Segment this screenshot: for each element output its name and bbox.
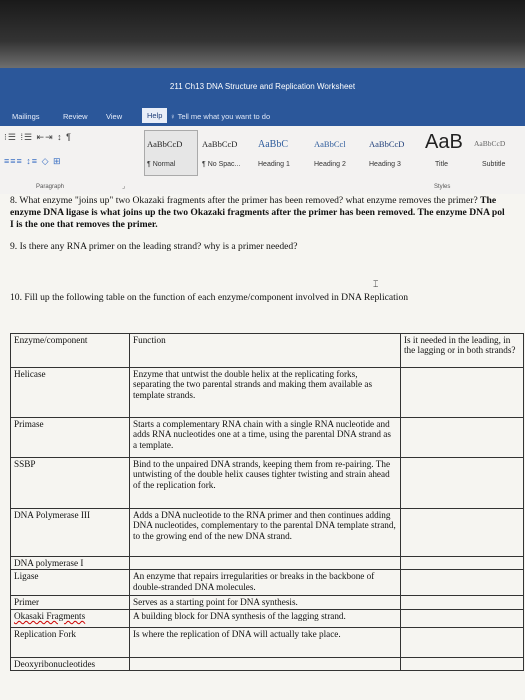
question-8-text: 8. What enzyme "joins up" two Okazaki fragments after the primer has been removed? what enzyme removes the primer? — [10, 195, 478, 206]
strand-cell[interactable] — [401, 509, 524, 557]
menu-mailings[interactable]: Mailings — [12, 112, 40, 121]
align-icon[interactable]: ≡≡≡ — [4, 156, 23, 166]
column-header: Function — [130, 334, 401, 368]
paragraph-group-label: Paragraph — [36, 184, 65, 190]
style-sample: AaBbCcD — [474, 139, 506, 148]
question-8 — [10, 195, 510, 231]
table-row — [11, 368, 524, 418]
style-title[interactable] — [422, 130, 470, 176]
function-cell[interactable]: An enzyme that repairs irregularities or breaks in the backbone of double-stranded DNA molecules. — [130, 570, 401, 596]
style-name: Subtitle — [482, 161, 506, 168]
enzyme-name-cell[interactable]: DNA Polymerase III — [11, 509, 130, 557]
style-heading-2[interactable] — [311, 130, 367, 176]
shading-icon[interactable]: ◇ — [41, 156, 50, 166]
function-cell[interactable] — [130, 657, 401, 670]
dialog-launcher-icon[interactable]: ⌟ — [122, 183, 126, 190]
strand-cell[interactable] — [401, 458, 524, 509]
strand-cell[interactable] — [401, 596, 524, 609]
style-normal[interactable] — [144, 130, 198, 176]
style-name: ¶ Normal — [147, 161, 176, 168]
enzyme-name-cell[interactable]: DNA polymerase I — [11, 557, 130, 570]
styles-group-label: Styles — [434, 184, 451, 190]
strand-cell[interactable] — [401, 657, 524, 670]
enzyme-name-cell[interactable]: Helicase — [11, 368, 130, 418]
function-cell[interactable]: A building block for DNA synthesis of the lagging strand. — [130, 609, 401, 627]
style-sample: AaB — [425, 131, 463, 153]
enzyme-name-cell[interactable]: Okasaki Fragments — [11, 609, 130, 627]
strand-cell[interactable] — [401, 570, 524, 596]
enzyme-name-cell[interactable]: Primer — [11, 596, 130, 609]
document-title: 211 Ch13 DNA Structure and Replication Worksheet — [169, 82, 356, 91]
style-name: Heading 2 — [314, 161, 346, 168]
table-row — [11, 458, 524, 509]
strand-cell[interactable] — [401, 557, 524, 570]
function-cell[interactable]: Bind to the unpaired DNA strands, keeping them from re-pairing. The untwisting of the double helix causes tighter twisting and strain ahead of the replication fork. — [130, 458, 401, 509]
column-header: Enzyme/component — [11, 334, 130, 368]
style-name: Heading 3 — [369, 161, 401, 168]
bullets-icon[interactable]: ⁝☰ — [4, 132, 17, 142]
borders-icon[interactable]: ⊞ — [53, 156, 62, 166]
function-cell[interactable]: Is where the replication of DNA will actually take place. — [130, 627, 401, 657]
enzyme-name-cell[interactable]: Ligase — [11, 570, 130, 596]
document-page[interactable] — [0, 194, 525, 700]
question-8-answer: The enzyme DNA ligase is what joins up the two Okazaki fragments after the primer has been removed. The enzyme DNA pol I is the one that removes the primer. — [10, 195, 505, 230]
column-header: Is it needed in the leading, in the lagging or in both strands? — [401, 334, 524, 368]
menu-review[interactable]: Review — [63, 112, 88, 121]
style-sample: AaBbCcD — [202, 139, 238, 149]
style-name: Heading 1 — [258, 161, 290, 168]
style-heading-1[interactable] — [255, 130, 311, 176]
style-name: Title — [435, 161, 448, 168]
table-row — [11, 657, 524, 670]
function-cell[interactable] — [130, 557, 401, 570]
lightbulb-icon: ♀ — [170, 112, 176, 121]
table-row — [11, 418, 524, 458]
tell-me-text: Tell me what you want to do — [177, 112, 271, 121]
ribbon — [0, 126, 525, 195]
sort-icon[interactable]: ↕ — [57, 132, 63, 142]
tell-me-box[interactable] — [170, 112, 270, 121]
table-row — [11, 557, 524, 570]
strand-cell[interactable] — [401, 627, 524, 657]
table-row — [11, 609, 524, 627]
style-sample: AaBbCcD — [369, 139, 405, 149]
question-10: 10. Fill up the following table on the function of each enzyme/component involved in DNA Replication — [10, 292, 409, 303]
strand-cell[interactable] — [401, 418, 524, 458]
style-sample: AaBbC — [258, 139, 288, 150]
function-cell[interactable]: Serves as a starting point for DNA synthesis. — [130, 596, 401, 609]
menu-help[interactable]: Help — [142, 108, 167, 123]
style-sample: AaBbCcD — [147, 139, 183, 149]
table-row — [11, 596, 524, 609]
paragraph-tools-row2[interactable] — [4, 156, 62, 167]
table-row — [11, 570, 524, 596]
enzyme-name-cell[interactable]: Primase — [11, 418, 130, 458]
style-name: ¶ No Spac... — [202, 161, 241, 168]
indent-icon[interactable]: ⇤⇥ — [36, 132, 54, 142]
table-row — [11, 627, 524, 657]
function-cell[interactable]: Adds a DNA nucleotide to the RNA primer and then continues adding DNA nucleotides, complementary to the parental DNA template strand, to the growing end of the new DNA strand. — [130, 509, 401, 557]
strand-cell[interactable] — [401, 368, 524, 418]
title-bar — [0, 68, 525, 104]
enzyme-name-cell[interactable]: SSBP — [11, 458, 130, 509]
menu-view[interactable]: View — [106, 112, 123, 121]
table-row — [11, 509, 524, 557]
style-sample: AaBbCcl — [314, 139, 346, 149]
menu-bar — [0, 104, 525, 126]
numbering-icon[interactable]: ⁞☰ — [20, 132, 34, 142]
pilcrow-icon[interactable]: ¶ — [66, 132, 73, 142]
function-cell[interactable]: Enzyme that untwist the double helix at the replicating forks, separating the two parental strands and making them available as template strands. — [130, 368, 401, 418]
monitor-bezel — [0, 0, 525, 68]
strand-cell[interactable] — [401, 609, 524, 627]
table-header-row — [11, 334, 524, 368]
enzyme-name-cell[interactable]: Replication Fork — [11, 627, 130, 657]
enzyme-name-cell[interactable]: Deoxyribonucleotides — [11, 657, 130, 670]
style-subtitle[interactable] — [471, 130, 525, 176]
line-spacing-icon[interactable]: ↕≡ — [26, 156, 39, 166]
paragraph-tools-row1[interactable] — [4, 132, 72, 143]
enzyme-table — [10, 333, 524, 671]
function-cell[interactable]: Starts a complementary RNA chain with a single RNA nucleotide and adds RNA nucleotides one at a time, using the parental DNA strand as a template. — [130, 418, 401, 458]
style-heading-3[interactable] — [366, 130, 422, 176]
text-cursor-icon: ⌶ — [373, 279, 379, 289]
style-no-spacing[interactable] — [199, 130, 255, 176]
question-9: 9. Is there any RNA primer on the leading strand? why is a primer needed? — [10, 241, 298, 252]
